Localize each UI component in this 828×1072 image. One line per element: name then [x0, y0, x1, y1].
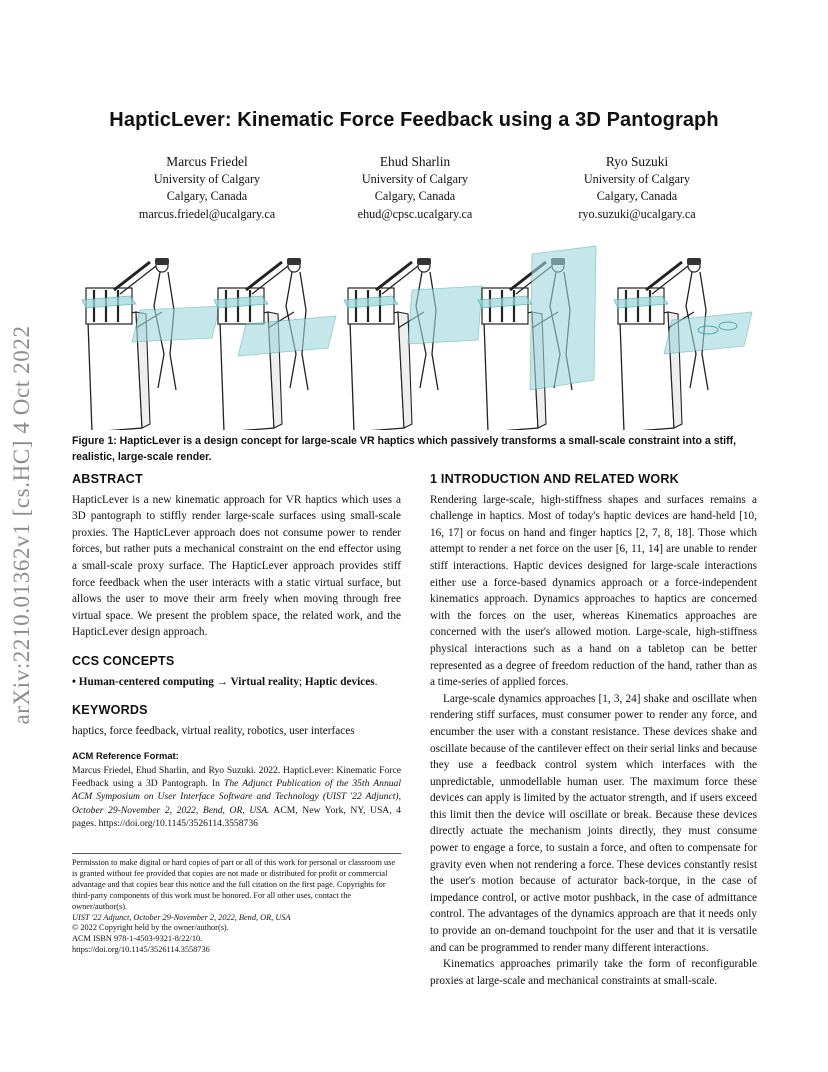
acm-reference-venue: The Adjunct Publication of the 35th Annual ACM Symposium on User Interface Software and Technology (UIST '22 Adjunct), October 29-November 2, 2022, Bend, OR, USA. — [72, 777, 401, 816]
figure-caption: Figure 1: HapticLever is a design concept for large-scale VR haptics which passively transforms a small-scale constraint into a stiff, realistic, large-scale render. — [72, 435, 737, 463]
acm-reference-pre: Marcus Friedel, Ehud Sharlin, and Ryo Suzuki. 2022. HapticLever: Kinematic Force Feedback using a 3D Pantograph. In — [72, 764, 401, 789]
author-email[interactable]: ryo.suzuki@ucalgary.ca — [578, 206, 696, 221]
author-3 — [522, 153, 752, 223]
permission-isbn: ACM ISBN 978-1-4503-9321-8/22/10. — [72, 934, 203, 944]
author-affiliation: University of Calgary — [153, 171, 261, 186]
ccs-concept-2: Haptic devices — [304, 675, 375, 688]
author-location: Calgary, Canada — [374, 189, 456, 203]
intro-paragraph-1: Rendering large-scale, high-stiffness shapes and surfaces remains a challenge in haptics. Most of today's haptic devices are hand-held [10, 16, 17] or focus on hand and finger haptics [2, 7, 8, 18]. Those which attempt to render a net force on the user [6, 11, 14] are unable to render stiff interactions. Haptic devices designed for large-scale interactions either use a force-based dynamics approach or a force-independent kinematics approach. Dynamics approaches to haptics are concerned with the forces on the user, whereas Kinematics approaches are concerned with the user's allowed motion. Large-scale, high-stiffness physical interactions such as a hand on a tabletop can be better represented as a degree of freedom reduction of the hand, rather than as a time-series of applied forces. — [430, 493, 757, 689]
keywords-text: haptics, force feedback, virtual reality, robotics, user interfaces — [72, 724, 355, 737]
author-name: Marcus Friedel — [166, 154, 248, 169]
author-email[interactable]: marcus.friedel@ucalgary.ca — [138, 206, 276, 221]
permission-copyright: © 2022 Copyright held by the owner/author(s). — [72, 923, 229, 933]
ccs-text — [72, 674, 401, 691]
intro-heading: 1 INTRODUCTION AND RELATED WORK — [430, 472, 679, 486]
ccs-separator: ; — [298, 675, 305, 688]
keywords-heading: KEYWORDS — [72, 703, 148, 718]
left-column — [72, 471, 401, 830]
right-column — [430, 471, 757, 989]
permission-venue: UIST '22 Adjunct, October 29-November 2, 2022, Bend, OR, USA — [72, 912, 291, 922]
author-1 — [92, 153, 322, 223]
permission-doi[interactable]: https://doi.org/10.1145/3526114.3558736 — [72, 945, 210, 955]
author-location: Calgary, Canada — [596, 189, 678, 203]
acm-reference — [72, 749, 401, 830]
intro-paragraph-2: Large-scale dynamics approaches [1, 3, 24] shake and oscillate when rendering stiff surfaces, must consumer power to render any force, and encumber the user with a constant resistance. These devices shake and oscillate because of the cantilever effect on their serial links and because they use a feedback control system which interfaces with the unpredictable, unmodellable human user. The maximum force these devices can apply is limited by the actuator strength, and if users exceed this limit then the device will oscillate or break. Because these devices directly actuate the mechanism joints directly, they must consume power to engage a force, to sustain a force, and often to compensate for gravity even when not rendering a force. These devices constantly resist the user's motion because of acturator back-torque, in the case of impedance control, or active motor pushback, in the case of admittance control. The advantages of the dynamics approach are that it needs only to provide an on-demand touchpoint for the user and that it is versatile and can be programmed to render many different interactions. — [430, 692, 757, 954]
author-affiliation: University of Calgary — [361, 171, 469, 186]
author-location: Calgary, Canada — [166, 189, 248, 203]
permission-block — [72, 853, 401, 956]
ccs-concept-1: • Human-centered computing → Virtual reality — [72, 675, 299, 688]
acm-reference-post: ACM, New York, NY, USA, 4 pages. https://doi.org/10.1145/3526114.3558736 — [72, 804, 402, 829]
author-email[interactable]: ehud@cpsc.ucalgary.ca — [357, 206, 473, 221]
author-name: Ryo Suzuki — [605, 154, 669, 169]
ccs-heading: CCS CONCEPTS — [72, 653, 175, 668]
paper-title: HapticLever: Kinematic Force Feedback using a 3D Pantograph — [109, 109, 719, 131]
intro-paragraph-3: Kinematics approaches primarily take the form of reconfigurable proxies at large-scale and mechanical constraints at small-scale. — [430, 958, 757, 987]
author-2 — [300, 153, 530, 223]
acm-reference-heading: ACM Reference Format: — [72, 750, 179, 762]
abstract-heading: ABSTRACT — [72, 472, 143, 486]
ccs-end: . — [374, 675, 378, 688]
author-affiliation: University of Calgary — [583, 171, 691, 186]
author-name: Ehud Sharlin — [379, 154, 451, 169]
permission-text: Permission to make digital or hard copies of part or all of this work for personal or classroom use is granted without fee provided that copies are not made or distributed for profit or commercial advantage and that copies bear this notice and the full citation on the first page. Copyrights for third-party components of this work must be honored. For all other uses, contact the owner/author(s). — [72, 858, 396, 911]
abstract-text: HapticLever is a new kinematic approach for VR haptics which uses a 3D pantograph to stiffly render large-scale surfaces using small-scale proxies. The HapticLever approach does not consume power to render forces, but rather puts a mechanical constraint on the end effector using a small-scale proxy surface. The HapticLever approach provides stiff force feedback when the user interacts with a static virtual surface, but allows the user to move their arm freely when moving through free virtual space. We present the problem space, the related work, and the HapticLever design approach. — [72, 493, 401, 639]
arxiv-side-label: arXiv:2210.01362v1 [cs.HC] 4 Oct 2022 — [9, 325, 34, 725]
figure-1-illustration — [72, 238, 762, 430]
